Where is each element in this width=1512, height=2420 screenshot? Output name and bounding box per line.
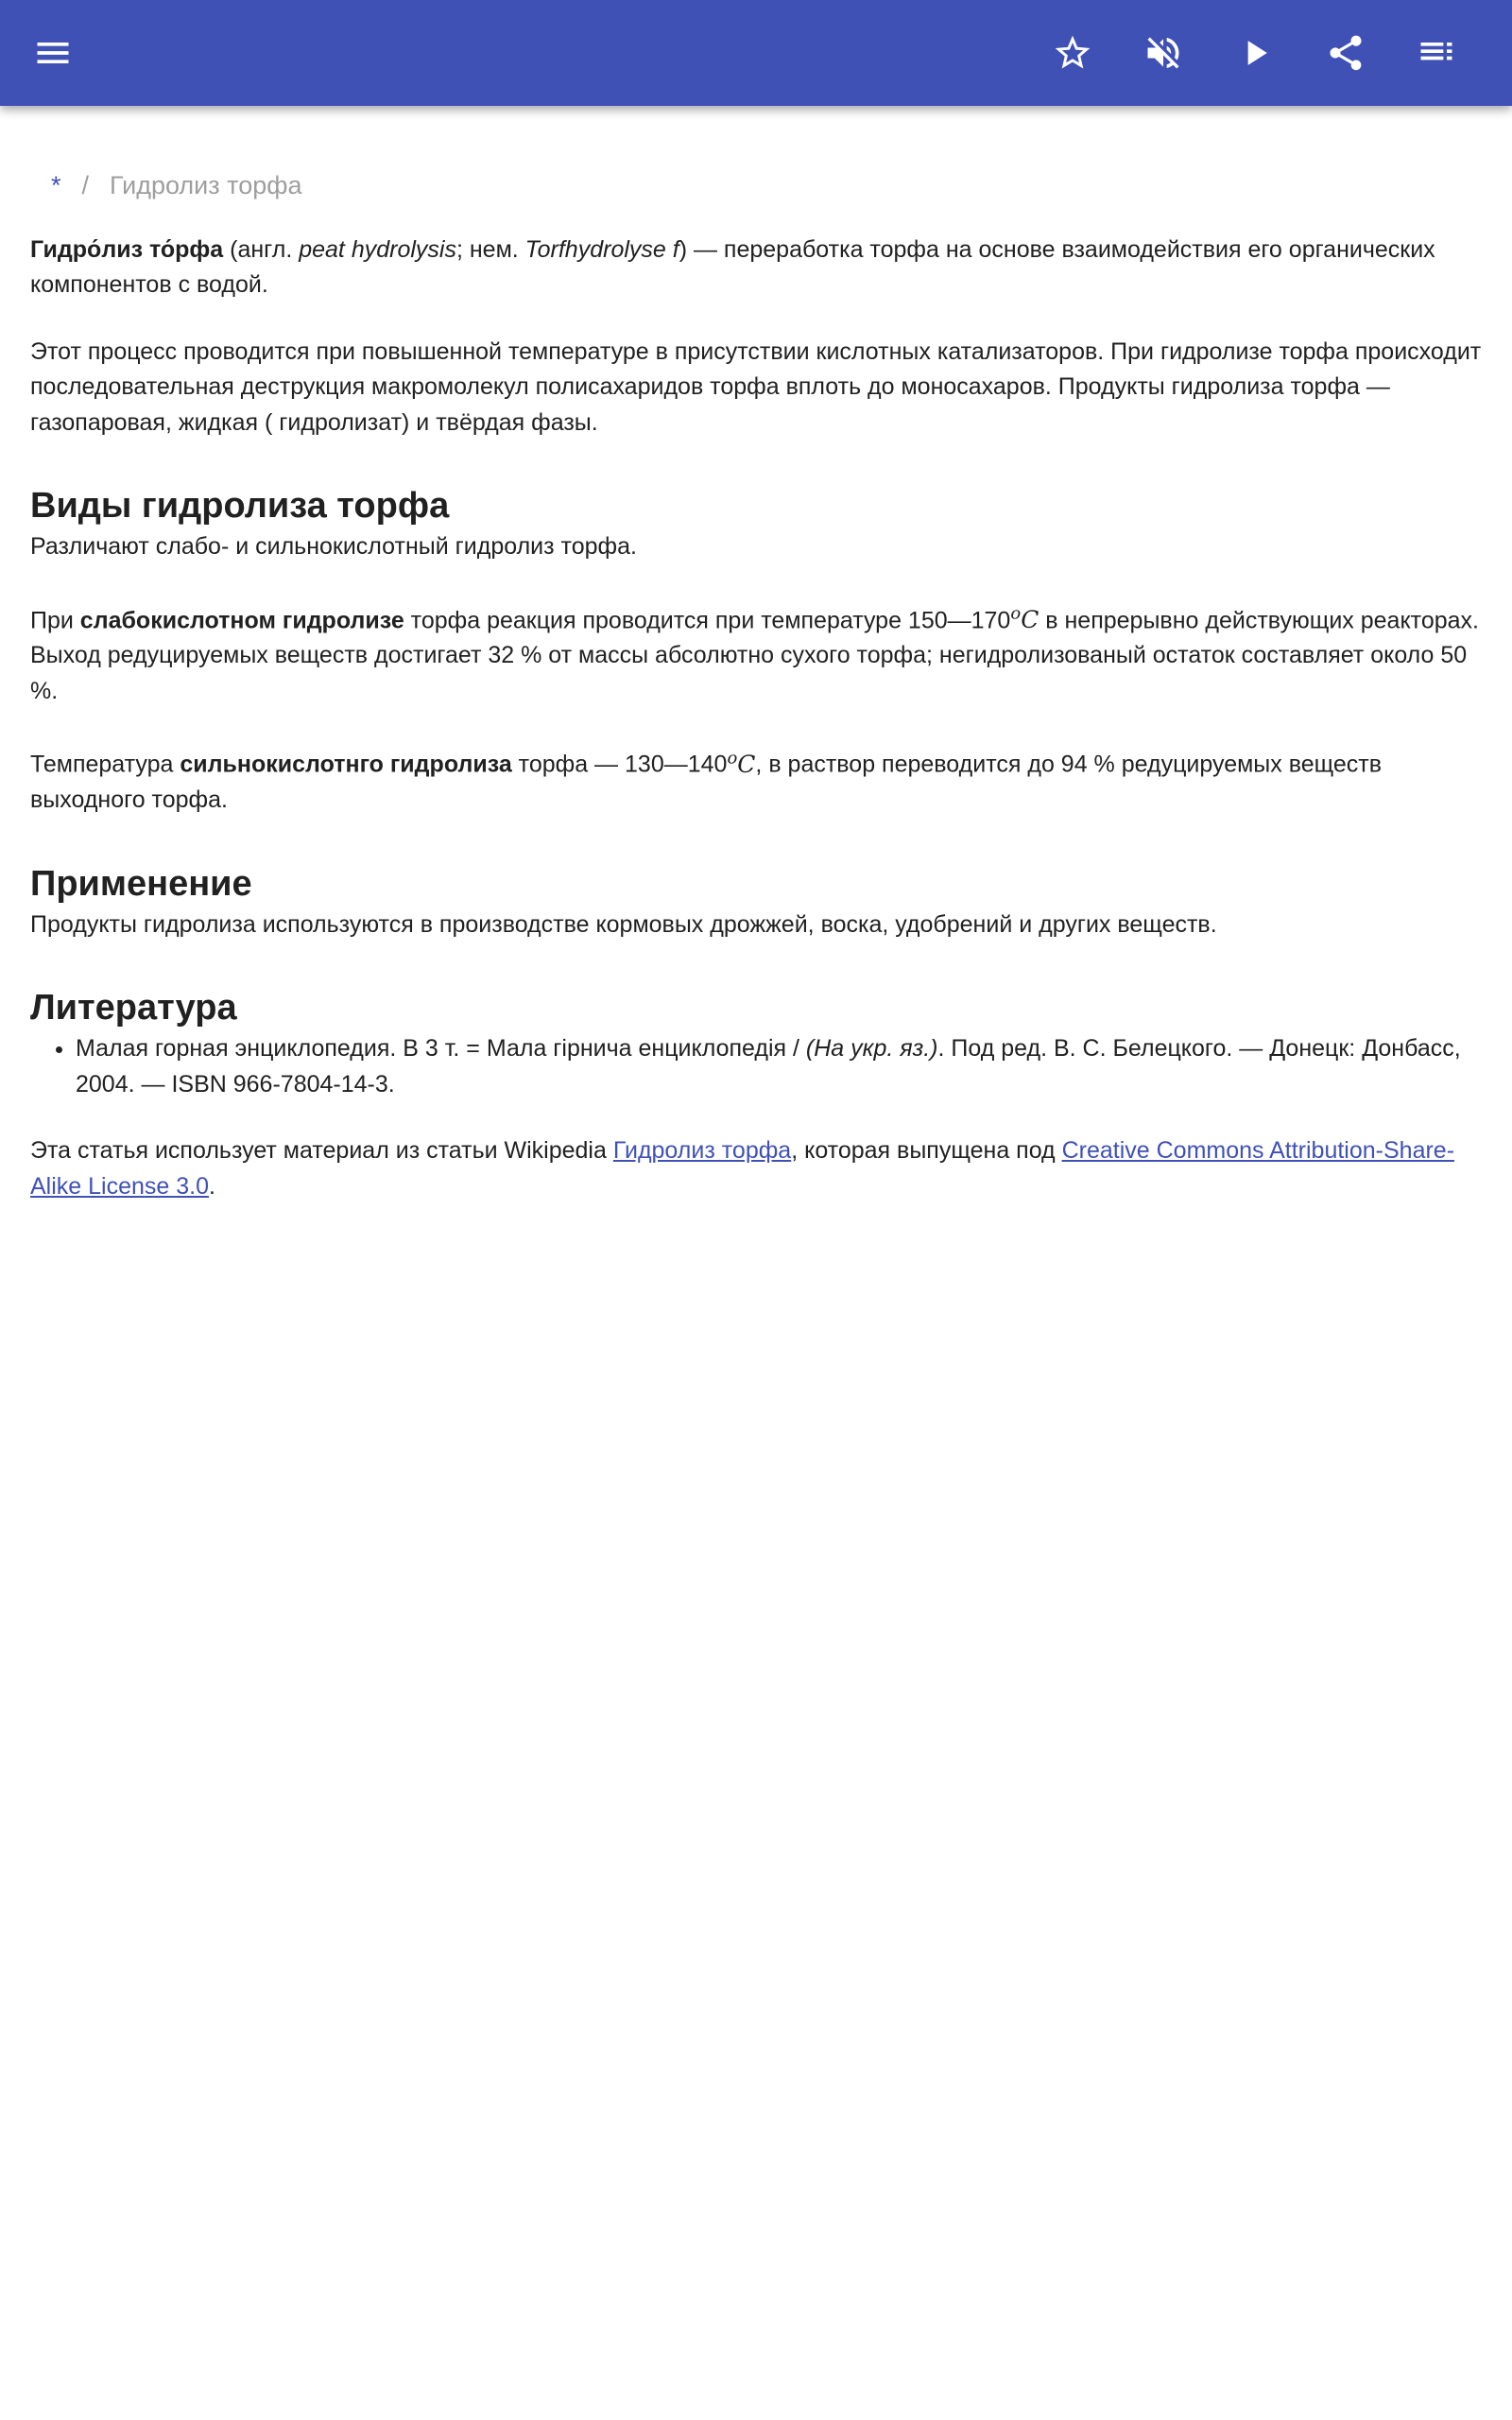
wikipedia-article-link[interactable]: Гидролиз торфа	[612, 1137, 792, 1165]
star-icon[interactable]	[1050, 30, 1095, 76]
breadcrumb-separator: /	[81, 171, 90, 199]
list-item	[76, 1031, 1482, 1102]
text: При	[30, 606, 80, 633]
german-term: Torfhydrolyse f	[524, 235, 679, 263]
text: Эта статья использует материал из статьи Wikipedia	[30, 1137, 613, 1165]
share-icon[interactable]	[1323, 30, 1368, 76]
application-paragraph: Продукты гидролиза используются в производстве кормовых дрожжей, воска, удобрений и других веществ.	[30, 910, 1217, 938]
bold-term: слабокислотном гидролизе	[79, 606, 404, 633]
intro-paragraph	[30, 233, 1482, 303]
strong-acid-paragraph	[30, 740, 1482, 818]
breadcrumb-current: Гидролиз торфа	[110, 171, 302, 199]
breadcrumb-home-link[interactable]: *	[51, 171, 61, 199]
unit: C	[737, 750, 756, 778]
text: торфа реакция проводится при температуре 150—170	[404, 606, 1011, 633]
types-paragraph: Различают слабо- и сильнокислотный гидролиз торфа.	[30, 533, 637, 560]
text: .	[209, 1172, 215, 1200]
article	[30, 161, 1482, 1236]
english-term: peat hydrolysis	[299, 235, 456, 263]
attribution-paragraph	[30, 1133, 1482, 1204]
degree: o	[727, 748, 738, 769]
degree: o	[1010, 603, 1022, 624]
text: , в раствор переводится до 94 % редуцируемых веществ выходного торфа.	[30, 751, 1383, 814]
text: Малая горная энциклопедия. В 3 т. = Мала гірнича енциклопедія /	[76, 1035, 806, 1063]
text: Температура	[30, 751, 180, 778]
language-note: (На укр. яз.)	[805, 1035, 938, 1063]
text: ; нем.	[455, 235, 525, 263]
process-paragraph: Этот процесс проводится при повышенной температуре в присутствии кислотных катализаторов. При гидролизе торфа происходит последовательная деструкция макромолекул полисахаридов торфа вплоть до моносахаров. Продукты гидролиза торфа — газопаровая, жидкая ( гидролизат) и твёрдая фазы.	[30, 337, 1482, 436]
section-heading-types: Виды гидролиза торфа	[30, 486, 450, 526]
breadcrumb	[51, 168, 1482, 204]
license-link[interactable]: Creative Commons Attribution-Share-Alike License 3.0	[30, 1137, 1455, 1200]
text: в непрерывно действующих реакторах. Выход редуцируемых веществ достигает 32 % от массы абсолютно сухого торфа; негидролизованый остаток составляет около 50 %.	[30, 606, 1479, 704]
term: Гидро́лиз то́рфа	[30, 235, 224, 263]
text: ) — переработка торфа на основе взаимодействия его органических компонентов с водой.	[30, 235, 1435, 298]
temperature-unit	[727, 748, 756, 778]
playlist-icon[interactable]	[1414, 30, 1459, 76]
text: , которая выпущена под	[791, 1137, 1062, 1165]
volume-off-icon[interactable]	[1141, 30, 1186, 76]
text: . Под ред. В. С. Белецкого. — Донецк: Донбасс, 2004. — ISBN 966-7804-14-3.	[76, 1035, 1461, 1098]
temperature-unit	[1010, 603, 1040, 633]
section-heading-literature: Литература	[30, 988, 237, 1028]
section-heading-application: Применение	[30, 863, 252, 904]
weak-acid-paragraph	[30, 596, 1482, 710]
app-toolbar	[0, 0, 1512, 106]
text: (англ.	[223, 235, 300, 263]
text: торфа — 130—140	[511, 751, 728, 778]
literature-list	[30, 1031, 1482, 1102]
unit: C	[1021, 605, 1040, 633]
bold-term: сильнокислотнго гидролиза	[180, 751, 512, 778]
play-icon[interactable]	[1232, 30, 1278, 76]
menu-icon[interactable]	[30, 30, 76, 76]
